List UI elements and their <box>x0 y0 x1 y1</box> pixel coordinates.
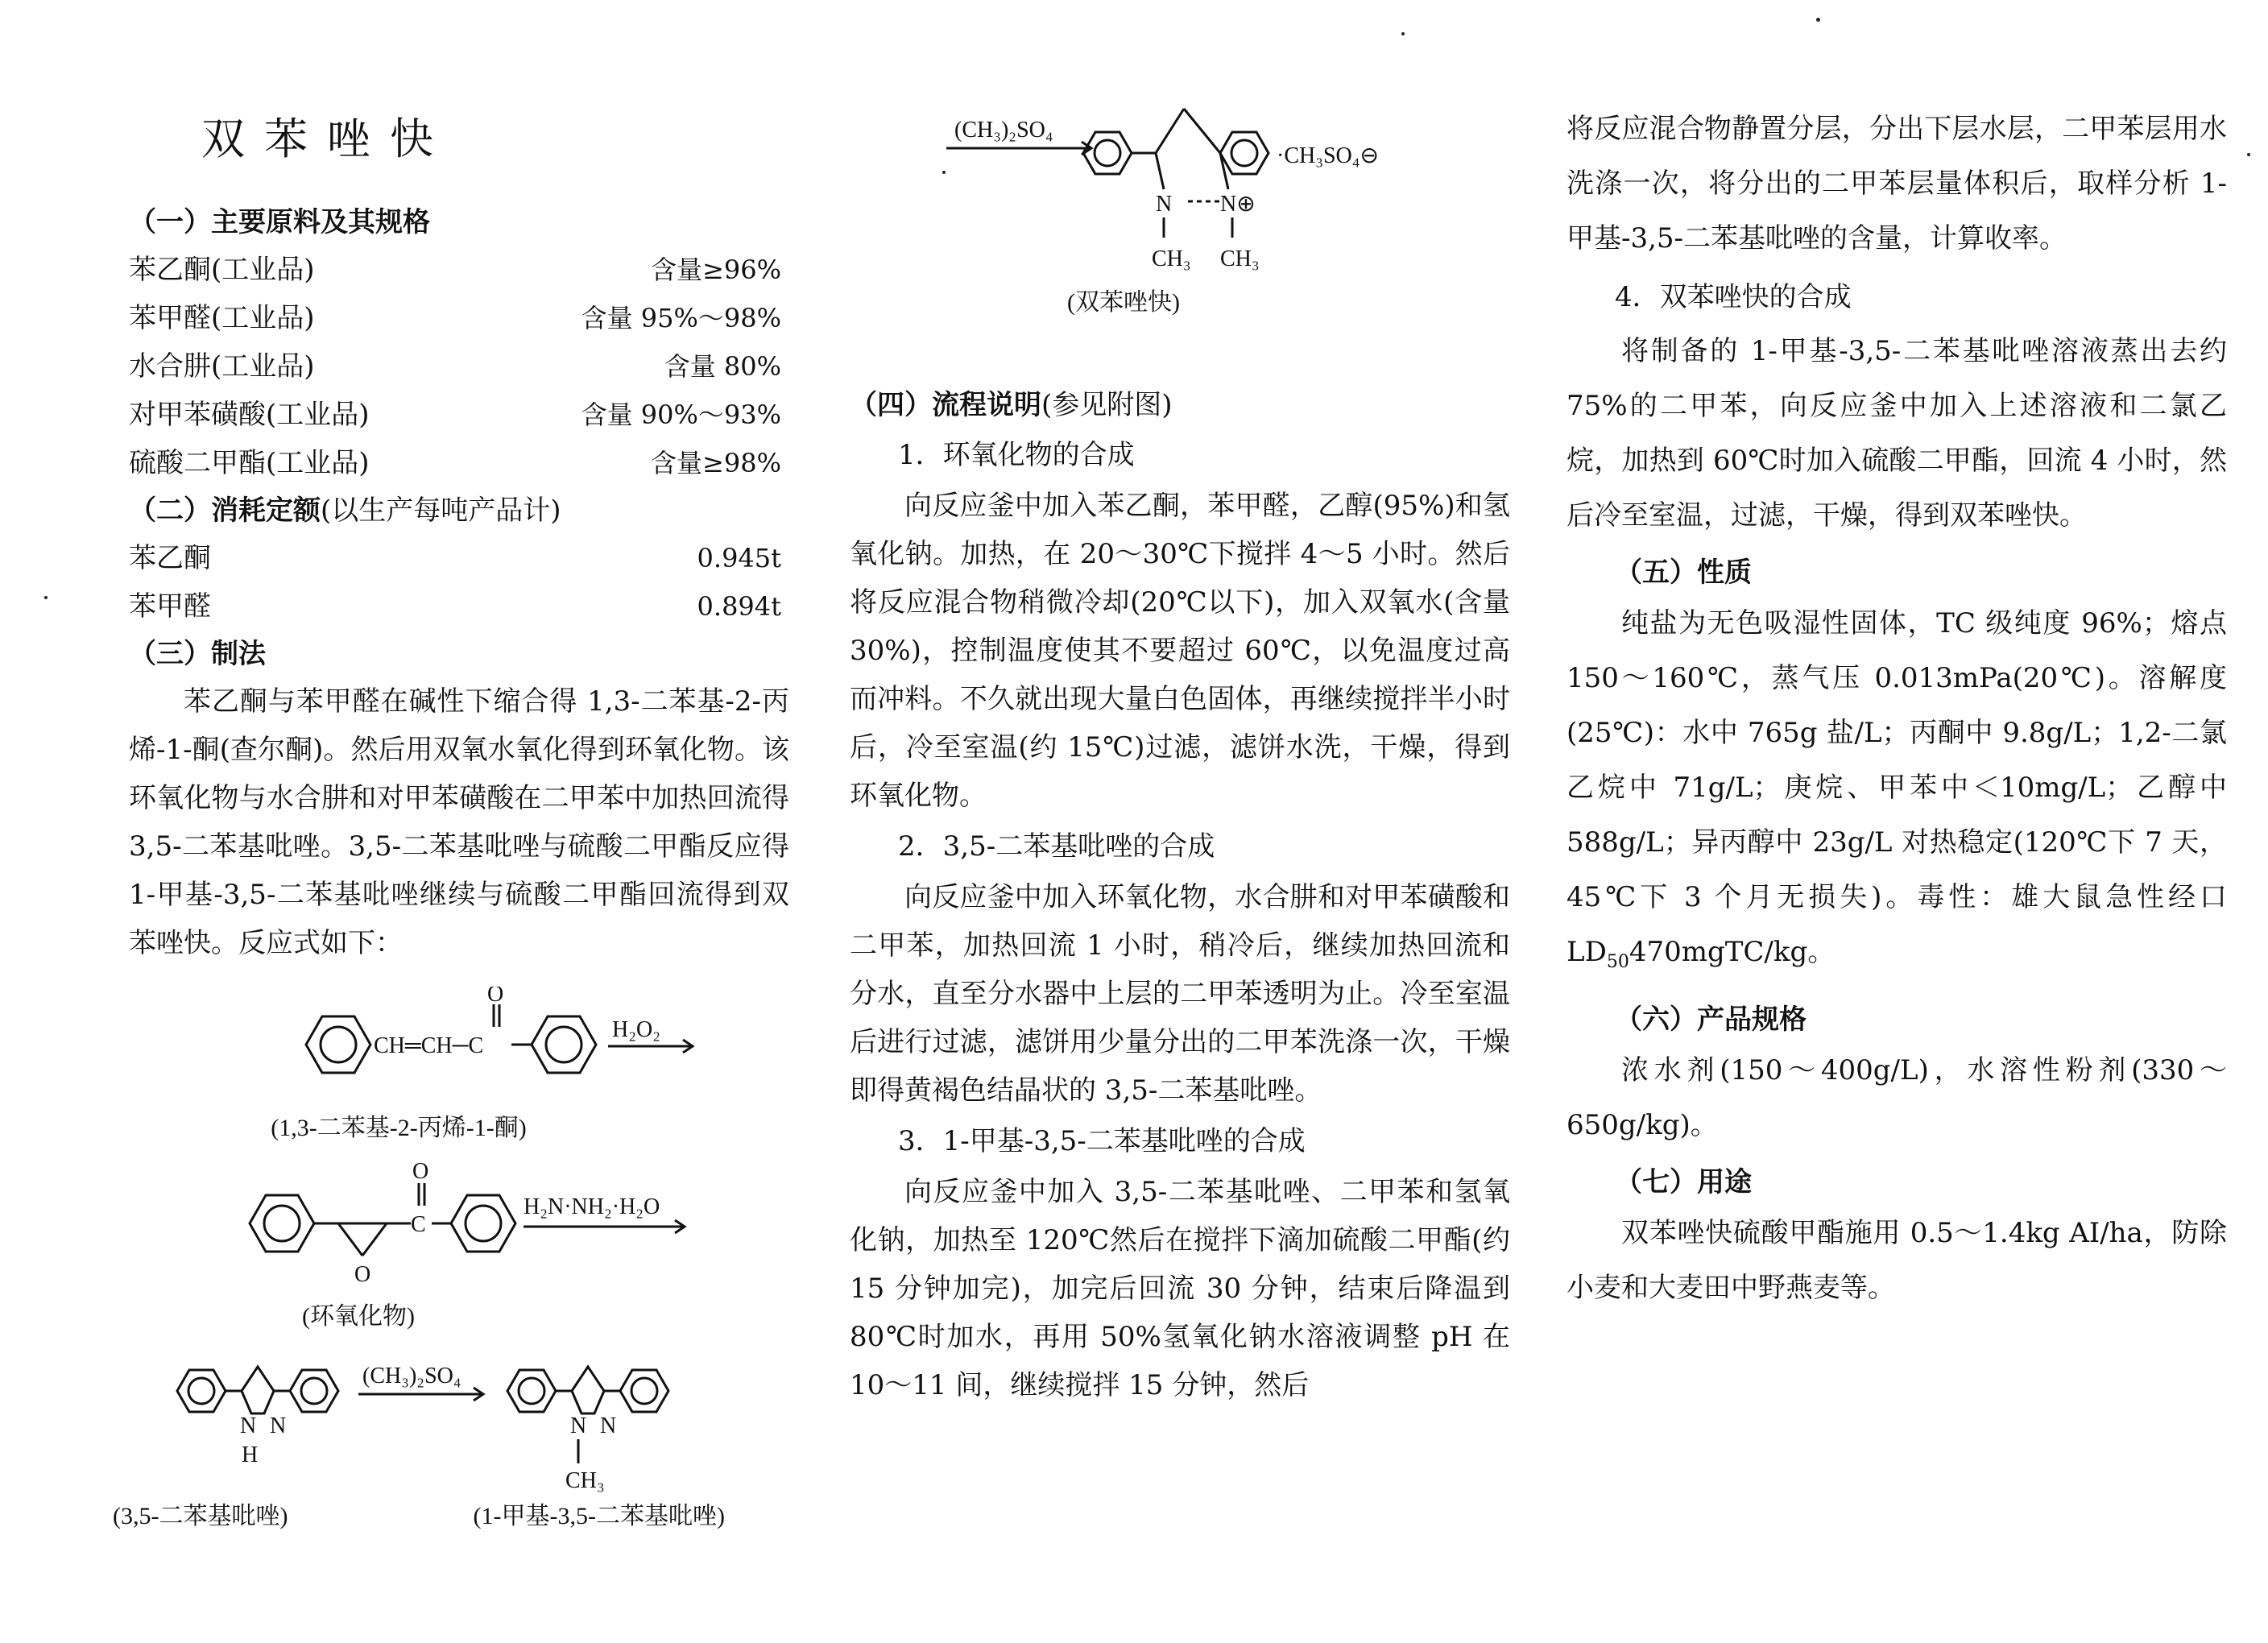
materials-list <box>129 246 789 487</box>
consumption-row <box>129 582 789 631</box>
s4-text: 将制备的 1-甲基-3,5-二苯基吡唑溶液蒸出去约 75%的二甲苯，向反应釜中加入上述溶液和二氯乙烷，加热到 60℃时加入硫酸二甲酯，回流 4 小时，然后冷至室温，过滤，干燥，得到双苯唑快。 <box>1566 335 2227 532</box>
reaction-2 <box>129 1159 789 1331</box>
difenzoquat-caption: (双苯唑快) <box>1067 289 1180 316</box>
epoxide-o-label: O <box>354 1262 371 1287</box>
scan-speck <box>1816 18 1820 22</box>
material-row <box>129 342 789 391</box>
carbonyl-o-label: O <box>412 1159 429 1184</box>
consumption-name: 苯甲醛 <box>129 590 211 623</box>
benzene-ring-icon <box>306 1016 370 1073</box>
ld50-subscript: 50 <box>1606 951 1629 972</box>
carbonyl-c-label: C <box>411 1212 426 1237</box>
properties-text-end: 470mgTC/kg。 <box>1629 936 1836 968</box>
material-name: 硫酸二甲酯(工业品) <box>129 447 370 479</box>
material-spec: 含量≥98% <box>651 448 781 478</box>
material-row <box>129 439 789 487</box>
n1-label: N <box>1156 192 1173 217</box>
epoxide-structure <box>129 1159 789 1296</box>
pyrazole-ring-icon <box>242 1367 274 1413</box>
material-name: 水合肼(工业品) <box>129 350 315 383</box>
reaction-4 <box>850 72 1510 317</box>
section7-heading: （七）用途 <box>1615 1165 1752 1198</box>
page-title: 双苯唑快 <box>201 114 453 164</box>
section2-heading-note: (以生产每吨产品计) <box>321 495 561 527</box>
pyrazole-ring-icon <box>572 1367 604 1413</box>
benzene-ring-icon <box>1083 132 1132 174</box>
section2-heading <box>129 487 789 534</box>
section6-text: 浓水剂(150～400g/L)，水溶性粉剂(330～650g/kg)。 <box>1566 1053 2227 1141</box>
material-spec: 含量 90%～93% <box>581 399 781 430</box>
material-spec: 含量 95%～98% <box>581 303 781 333</box>
s3-text-continued: 将反应混合物静置分层，分出下层水层，二甲苯层用水洗涤一次，将分出的二甲苯层量体积后，取样分析 1-甲基-3,5-二苯基吡唑的含量，计算收率。 <box>1566 113 2227 255</box>
chalcone-chain-label: CH═CH─C <box>374 1033 484 1058</box>
reaction-1 <box>129 987 789 1143</box>
properties-text: 纯盐为无色吸湿性固体，TC 级纯度 96%；熔点 150～160℃，蒸气压 0.013mPa(20℃)。溶解度(25℃)：水中 765g 盐/L；丙酮中 9.8g/L；1,2-二氯乙烷中 71g/L；庚烷、甲苯中＜10mg/L；乙醇中 588g/L；异丙醇中 23g/L 对热稳定(120℃下 7 天，45℃下 3 个月无损失)。毒性：雄大鼠急性经口 LD <box>1566 607 2227 968</box>
s2-text: 向反应釜中加入环氧化物，水合肼和对甲苯磺酸和二甲苯，加热回流 1 小时，稍冷后，继续加热回流和分水，直至分水器中上层的二甲苯透明为止。冷至室温后进行过滤，滤饼用少量分出的二甲苯洗涤一次，干燥即得黄褐色结晶状的 3,5-二苯基吡唑。 <box>850 881 1510 1107</box>
section7-text: 双苯唑快硫酸甲酯施用 0.5～1.4kg AI/ha，防除小麦和大麦田中野燕麦等。 <box>1566 1216 2227 1304</box>
section4-heading-text: （四）流程说明 <box>850 389 1041 421</box>
methyl-a-label: CH₃ <box>1152 246 1191 271</box>
material-name: 苯乙酮(工业品) <box>129 254 315 286</box>
section3-heading: （三）制法 <box>129 638 266 670</box>
methylpyrazole-caption: (1-甲基-3,5-二苯基吡唑) <box>473 1503 725 1529</box>
benzene-ring-icon <box>620 1370 668 1412</box>
methyl-label: CH₃ <box>565 1468 605 1493</box>
material-name: 苯甲醛(工业品) <box>129 302 315 334</box>
consumption-value: 0.894t <box>697 591 781 622</box>
difenzoquat-structure <box>850 72 1510 290</box>
pyrazole-h-label: H <box>242 1442 259 1467</box>
section3-text: 苯乙酮与苯甲醛在碱性下缩合得 1,3-二苯基-2-丙烯-1-酮(查尔酮)。然后用双氧水氧化得到环氧化物。该环氧化物与水合肼和对甲苯磺酸在二甲苯中加热回流得 3,5-二苯基吡唑。3,5-二苯基吡唑与硫酸二甲酯反应得 1-甲基-3,5-二苯基吡唑继续与硫酸二甲酯回流得到双苯唑快。反应式如下： <box>129 685 789 959</box>
section6-heading: （六）产品规格 <box>1615 1003 1807 1036</box>
scan-speck <box>1401 32 1405 35</box>
scan-speck <box>2247 153 2250 156</box>
s1-title: 1．环氧化物的合成 <box>898 439 1135 471</box>
benzene-ring-icon <box>290 1370 338 1412</box>
section2-heading-text: （二）消耗定额 <box>129 495 321 527</box>
pyrazole-structures <box>129 1343 789 1496</box>
section1-heading: （一）主要原料及其规格 <box>129 206 430 238</box>
benzene-ring-icon <box>532 1016 596 1073</box>
consumption-value: 0.945t <box>697 543 781 573</box>
consumption-name: 苯乙酮 <box>129 542 211 574</box>
pyrazole-n-label: N <box>270 1413 287 1438</box>
chalcone-structure <box>129 987 789 1107</box>
s3-text: 向反应釜中加入 3,5-二苯基吡唑、二甲苯和氢氧化钠，加热至 120℃然后在搅拌下滴加硫酸二甲酯(约 15 分钟加完)，加完后回流 30 分钟，结束后降温到 80℃时加水，再用 50%氢氧化钠水溶液调整 pH 在 10～11 间，继续搅拌 15 分钟，然后 <box>850 1176 1510 1401</box>
reagent-dms-label: (CH₃)₂SO₄ <box>362 1364 461 1388</box>
epoxide-caption: (环氧化物) <box>302 1303 415 1330</box>
benzene-ring-icon <box>507 1370 556 1412</box>
reagent-h2o2-label: H₂O₂ <box>612 1017 660 1042</box>
benzene-ring-icon <box>250 1195 314 1252</box>
reagent-hydrazine-label: H₂N·NH₂·H₂O <box>524 1194 660 1219</box>
reagent-dms-label: (CH₃)₂SO₄ <box>954 118 1053 143</box>
column-right <box>1566 101 2227 1315</box>
section4-heading <box>850 382 1510 428</box>
material-name: 对甲苯磺酸(工业品) <box>129 399 370 431</box>
material-row <box>129 294 789 342</box>
s4-title: 4．双苯唑快的合成 <box>1615 281 1852 313</box>
carbonyl-o-label: O <box>487 987 504 1007</box>
salt-label: ·CH₃SO₄⊖ <box>1277 143 1379 168</box>
material-spec: 含量 80% <box>664 351 781 382</box>
benzene-ring-icon <box>451 1195 515 1252</box>
pyrazole-n1-label: N <box>570 1413 587 1438</box>
benzene-ring-icon <box>177 1370 226 1412</box>
consumption-row <box>129 534 789 582</box>
s2-title: 2．3,5-二苯基吡唑的合成 <box>898 830 1215 863</box>
section4-heading-note: (参见附图) <box>1041 389 1173 421</box>
pyrazole-caption: (3,5-二苯基吡唑) <box>113 1503 288 1529</box>
n2-plus-label: N⊕ <box>1220 192 1256 217</box>
reaction-3 <box>113 1343 789 1531</box>
column-left <box>113 89 789 1531</box>
s1-text: 向反应釜中加入苯乙酮，苯甲醛，乙醇(95%)和氢氧化钠。加热，在 20～30℃下搅拌 4～5 小时。然后将反应混合物稍微冷却(20℃以下)，加入双氧水(含量 30%)，控制温度使其不要超过 60℃，以免温度过高而冲料。不久就出现大量白色固体，再继续搅拌半小时后，冷至室温(约 15℃)过滤，滤饼水洗，干燥，得到环氧化物。 <box>850 490 1510 812</box>
section5-text <box>1566 596 2227 990</box>
s3-title: 3．1-甲基-3,5-二苯基吡唑的合成 <box>898 1125 1306 1157</box>
methyl-b-label: CH₃ <box>1220 246 1260 271</box>
material-row <box>129 246 789 294</box>
section5-heading: （五）性质 <box>1615 557 1752 589</box>
chalcone-caption: (1,3-二苯基-2-丙烯-1-酮) <box>271 1115 527 1141</box>
benzene-ring-icon <box>1220 132 1269 174</box>
pyrazole-nh-label: N <box>240 1413 257 1438</box>
material-spec: 含量≥96% <box>651 255 781 285</box>
column-middle <box>850 72 1510 1409</box>
scan-speck <box>44 596 48 599</box>
scan-speck <box>942 171 946 174</box>
reaction-3-captions <box>113 1496 725 1531</box>
pyrazole-n2-label: N <box>600 1413 617 1438</box>
material-row <box>129 391 789 439</box>
